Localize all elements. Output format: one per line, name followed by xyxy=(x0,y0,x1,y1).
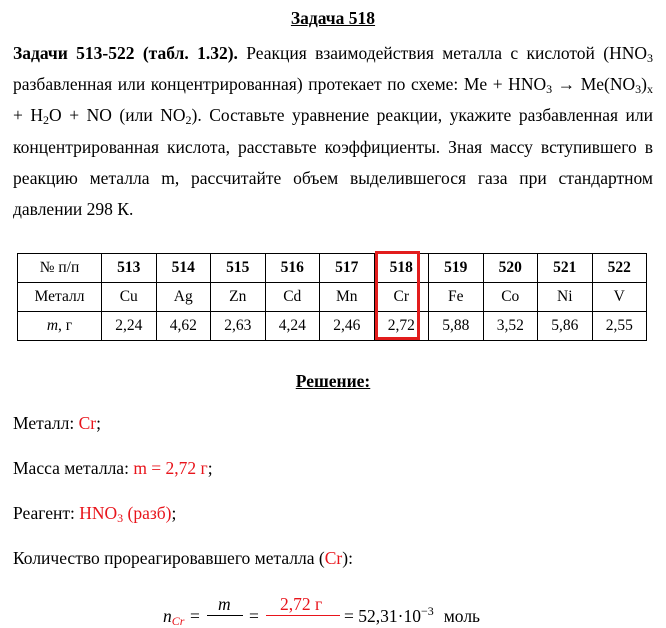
table-cell: 518 xyxy=(374,254,429,283)
reagent-value xyxy=(79,503,171,523)
metal-line xyxy=(13,413,101,434)
table-cell: Cr xyxy=(374,283,429,312)
problem-text: разбавленная или концентрированная) протекает по схеме: Me + HNO xyxy=(13,74,547,95)
table-cell: Mn xyxy=(320,283,375,312)
table-cell: 522 xyxy=(592,254,647,283)
problem-text: ) xyxy=(641,74,647,95)
superscript: −3 xyxy=(420,604,434,618)
punctuation: ; xyxy=(96,413,101,433)
table-cell: 2,46 xyxy=(320,312,375,341)
table-cell: 514 xyxy=(156,254,211,283)
subscript: Cr xyxy=(171,614,185,628)
equals-sign: = xyxy=(190,606,200,626)
table-cell: 2,63 xyxy=(211,312,266,341)
fraction-numerator: m xyxy=(218,594,231,614)
problem-text: + H xyxy=(13,105,44,126)
amount-label: Количество прореагировавшего металла ( xyxy=(13,548,325,568)
subscript: 2 xyxy=(43,113,50,128)
problem-lead: Задачи 513-522 (табл. 1.32). xyxy=(13,43,238,63)
table-cell: 516 xyxy=(265,254,320,283)
table-cell: 3,52 xyxy=(483,312,538,341)
reagent-note: (разб) xyxy=(123,503,172,523)
table-cell: 520 xyxy=(483,254,538,283)
row-header xyxy=(18,312,102,341)
punctuation: ; xyxy=(171,503,177,523)
subscript: 2 xyxy=(185,113,192,128)
table-cell: 2,55 xyxy=(592,312,647,341)
table-cell: 519 xyxy=(429,254,484,283)
equals-sign: = xyxy=(249,606,259,626)
table-cell: 515 xyxy=(211,254,266,283)
task-title: Задача 518 xyxy=(290,8,376,28)
fraction-numerator: 2,72 г xyxy=(280,594,323,614)
subscript: x xyxy=(647,82,653,97)
solution-title: Решение: xyxy=(295,371,371,391)
result-value: = 52,31·10 xyxy=(344,606,421,626)
row-header-unit: , г xyxy=(58,317,73,334)
reagent-line xyxy=(13,503,176,524)
table-cell: 521 xyxy=(538,254,593,283)
row-header-var: m xyxy=(46,317,59,334)
fraction-bar xyxy=(207,615,243,616)
table-cell: 2,72 xyxy=(374,312,429,341)
row-header: № п/п xyxy=(18,254,102,283)
fraction-bar xyxy=(266,615,340,616)
selected-variant-highlight xyxy=(375,251,420,340)
punctuation: ): xyxy=(342,548,353,568)
table-cell: Fe xyxy=(429,283,484,312)
subscript: 3 xyxy=(117,511,124,525)
amount-metal: Cr xyxy=(324,548,343,568)
metal-label: Металл: xyxy=(13,413,79,433)
result-unit: моль xyxy=(443,606,481,626)
table-cell: Cd xyxy=(265,283,320,312)
mass-value: m = 2,72 г xyxy=(133,458,208,478)
table-cell: Co xyxy=(483,283,538,312)
formula-var: n xyxy=(163,606,172,626)
mass-line xyxy=(13,458,213,479)
table-cell: 5,86 xyxy=(538,312,593,341)
row-header: Металл xyxy=(18,283,102,312)
problem-text: ). Составьте уравнение реакции, укажите разбавленная или концентрированная кислота, расставьте коэффициенты. Зная массу вступившего в реакцию металла m, рассчитайте объем выделившегося газа при стандартном давлении 298 К. xyxy=(13,105,653,220)
formula-lhs xyxy=(163,606,184,627)
table-cell: 517 xyxy=(320,254,375,283)
problem-text: O + NO (или NO xyxy=(49,105,186,126)
problem-statement xyxy=(13,38,653,225)
subscript: 3 xyxy=(546,82,553,97)
table-cell: Ni xyxy=(538,283,593,312)
subscript: 3 xyxy=(635,82,642,97)
table-cell: 2,24 xyxy=(102,312,157,341)
table-cell: Ag xyxy=(156,283,211,312)
table-row xyxy=(18,254,647,283)
table-cell: Zn xyxy=(211,283,266,312)
table-cell: V xyxy=(592,283,647,312)
reagent-label: Реагент: xyxy=(13,503,80,523)
table-cell: 5,88 xyxy=(429,312,484,341)
table-row xyxy=(18,283,647,312)
mass-label: Масса металла: xyxy=(13,458,134,478)
punctuation: ; xyxy=(207,458,213,478)
table-row xyxy=(18,312,647,341)
subscript: 3 xyxy=(647,51,653,65)
metal-value: Cr xyxy=(78,413,97,433)
variants-table xyxy=(17,253,647,341)
problem-text: Реакция взаимодействия металла с кислотой (HNO xyxy=(237,43,647,63)
table-cell: 513 xyxy=(102,254,157,283)
table-cell: 4,62 xyxy=(156,312,211,341)
table-cell: Cu xyxy=(102,283,157,312)
formula-result xyxy=(344,606,480,627)
problem-text: → Me(NO xyxy=(552,74,636,95)
amount-line xyxy=(13,548,353,569)
table-cell: 4,24 xyxy=(265,312,320,341)
reagent-formula: HNO xyxy=(79,503,118,523)
